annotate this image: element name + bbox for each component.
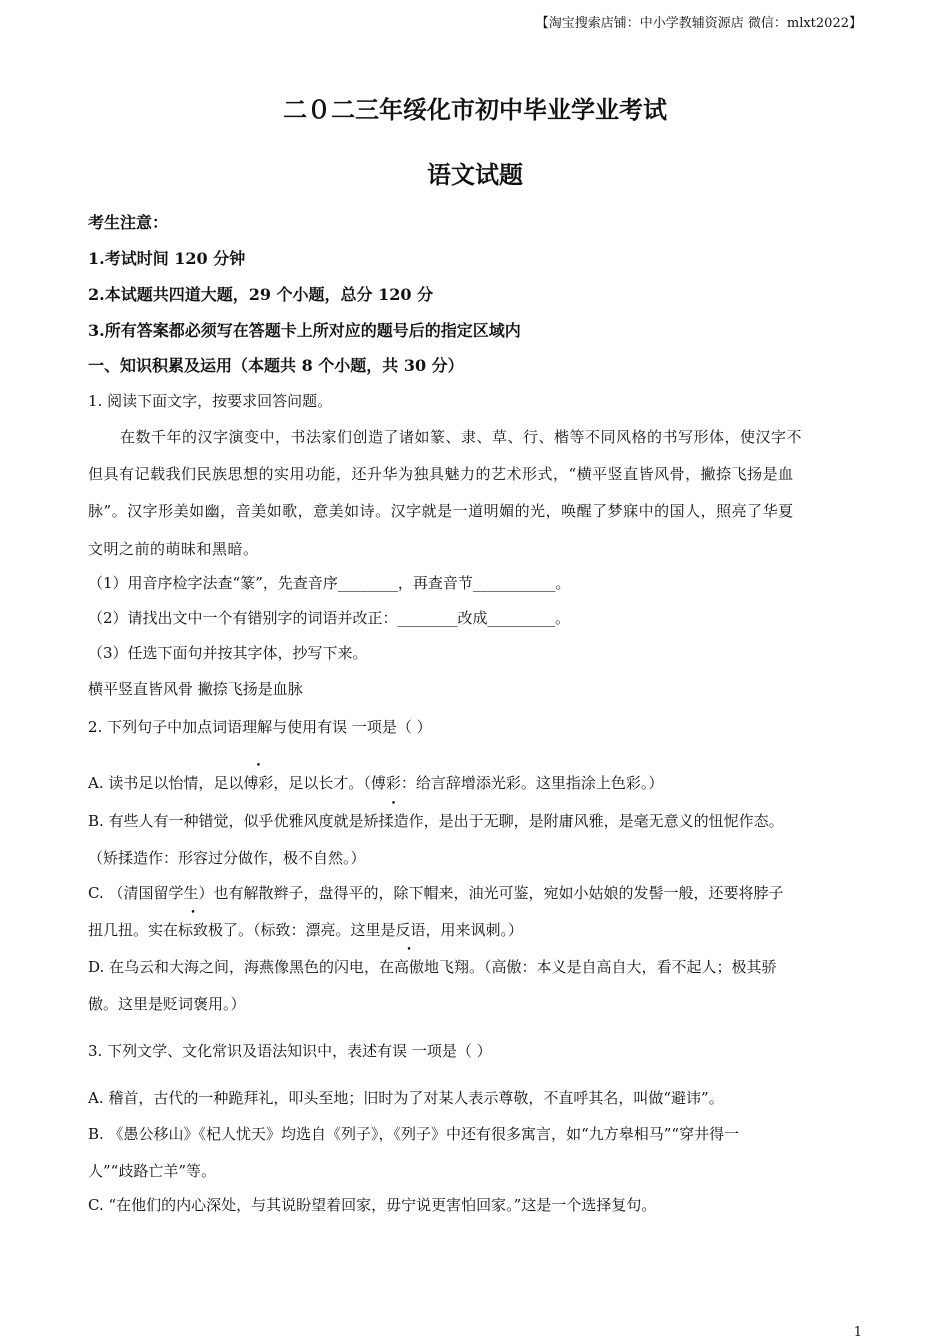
option-b-line2: （矫揉造作：形容过分做作，极不自然。） xyxy=(88,849,366,867)
passage-line: 在数千年的汉字演变中，书法家们创造了诸如篆、隶、草、行、楷等不同风格的书写形体，使汉字不 xyxy=(120,428,803,446)
sub-question: （1）用音序检字法查“篆”，先查音序________，再查音节___________。 xyxy=(88,574,571,592)
dotted-term: 矫揉造作 xyxy=(363,812,424,830)
question-stem: 1. 阅读下面文字，按要求回答问题。 xyxy=(88,392,333,410)
section-heading: 一、知识积累及运用（本题共 8 个小题，共 30 分） xyxy=(88,356,464,375)
exam-title: 二０二三年绥化市初中毕业学业考试 xyxy=(283,95,667,124)
option-a: A. 读书足以怡情，足以傅彩，足以长才。（傅彩：给言辞增添光彩。这里指涂上色彩。） xyxy=(88,774,664,792)
header-note: 【淘宝搜索店铺：中小学教辅资源店 微信：mlxt2022】 xyxy=(535,16,862,31)
notice-item: 2.本试题共四道大题，29 个小题，总分 120 分 xyxy=(88,285,434,304)
option-b: B. 有些人有一种错觉，似乎优雅风度就是矫揉造作，是出于无聊，是附庸风雅，是毫无意义的忸怩作态。 xyxy=(88,812,784,830)
page-number: 1 xyxy=(853,1325,862,1340)
dotted-term: 标致 xyxy=(178,921,209,939)
option-c: C. “在他们的内心深处，与其说盼望着回家，毋宁说更害怕回家。”这是一个选择复句。 xyxy=(88,1196,657,1214)
option-d-line2: 傲。这里是贬词褒用。） xyxy=(88,995,246,1013)
passage-line: 但具有记载我们民族思想的实用功能，还升华为独具魅力的艺术形式，“横平竖直皆风骨，撇捺飞扬是血 xyxy=(88,465,794,483)
sub-question: （3）任选下面句并按其字体，抄写下来。 xyxy=(88,644,368,662)
option-c: C. （清国留学生）也有解散辫子，盘得平的，除下帽来，油光可鉴，宛如小姑娘的发髻一般，还要将脖子 xyxy=(88,884,784,902)
dotted-term: 傅彩 xyxy=(243,774,274,792)
option-c-line2: 扭几扭。实在标致极了。（标致：漂亮。这里是反语，用来讽刺。） xyxy=(88,921,524,939)
copy-text: 横平竖直皆风骨 撇捺飞扬是血脉 xyxy=(88,680,303,698)
dotted-term: 高傲 xyxy=(394,958,425,976)
question-stem: 3. 下列文学、文化常识及语法知识中，表述有误 一项是（ ） xyxy=(88,1042,492,1060)
notice-item: 1.考试时间 120 分钟 xyxy=(88,249,246,268)
option-b: B. 《愚公移山》《杞人忧天》均选自《列子》，《列子》中还有很多寓言，如“九方皋相马”“穿井得一 xyxy=(88,1125,740,1143)
passage-line: 脉”。汉字形美如幽，音美如歌，意美如诗。汉字就是一道明媚的光，唤醒了梦寐中的国人，照亮了华夏 xyxy=(88,502,794,520)
option-b-line2: 人”“歧路亡羊”等。 xyxy=(88,1162,217,1180)
question-stem: 2. 下列句子中加点词语理解与使用有误 一项是（ ） xyxy=(88,718,432,736)
exam-subtitle: 语文试题 xyxy=(427,160,523,189)
option-d: D. 在乌云和大海之间，海燕像黑色的闪电，在高傲地飞翔。（高傲：本义是自高自大，看不起人；极其骄 xyxy=(88,958,777,976)
passage-line: 文明之前的萌昧和黑暗。 xyxy=(88,540,259,558)
sub-question: （2）请找出文中一个有错别字的词语并改正：________改成_________。 xyxy=(88,609,571,627)
option-a: A. 稽首，古代的一种跪拜礼，叩头至地；旧时为了对某人表示尊敬，不直呼其名，叫做“避讳”。 xyxy=(88,1089,724,1107)
notice-item: 3.所有答案都必须写在答题卡上所对应的题号后的指定区域内 xyxy=(88,321,521,340)
notice-heading: 考生注意： xyxy=(88,213,169,232)
